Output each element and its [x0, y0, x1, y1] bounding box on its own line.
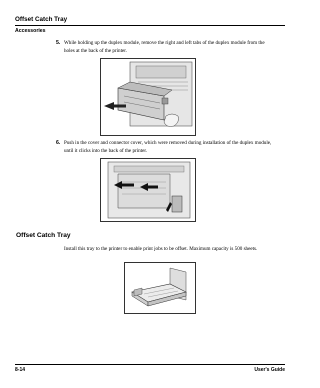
duplex-module-removal-illustration — [100, 58, 196, 136]
header-title: Offset Catch Tray — [15, 16, 68, 23]
step-number: 6. — [56, 140, 61, 146]
section-title: Offset Catch Tray — [16, 232, 71, 239]
section-body: Install this tray to the printer to enable print jobs to be offset. Maximum capacity is 500 sheets. — [64, 246, 258, 252]
step-6 — [56, 140, 276, 155]
step-5 — [56, 40, 276, 55]
footer-rule — [15, 364, 285, 365]
step-number: 5. — [56, 40, 61, 46]
step-text: While holding up the duplex module, remove the right and left tabs of the duplex module from the holes at the back of the printer. — [64, 40, 265, 54]
document-title: User's Guide — [254, 367, 285, 373]
page-number: 8-14 — [15, 367, 26, 373]
header-rule — [15, 25, 285, 26]
offset-catch-tray-illustration — [124, 262, 196, 314]
step-text: Push in the cover and connector cover, which were removed during installation of the duplex module, until it clicks into the back of the printer. — [64, 140, 272, 154]
cover-installation-illustration — [100, 158, 196, 222]
header-section: Accessories — [15, 28, 46, 34]
